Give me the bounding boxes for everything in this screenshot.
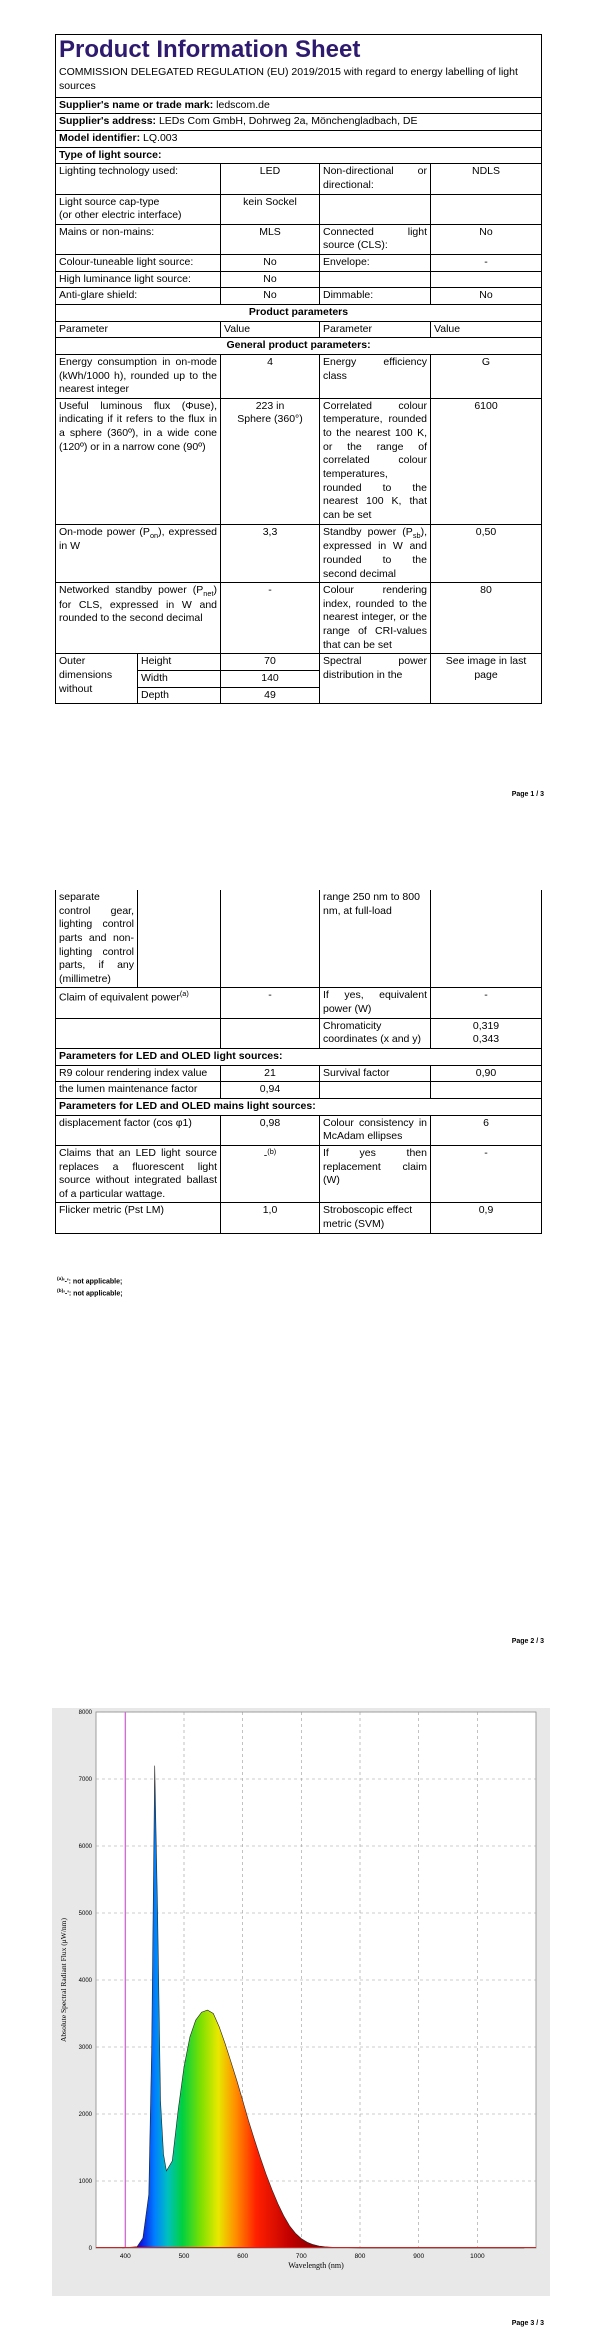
empty-cell: [56, 1018, 221, 1048]
standby-power-subscript: sb: [412, 530, 421, 540]
x-tick-label: 400: [119, 2253, 131, 2260]
onmode-power-label-part: ), expressed in W: [59, 525, 217, 553]
empty-cell: [221, 1018, 320, 1048]
colour-consistency-label: Colour consistency in McAdam ellipses: [320, 1115, 431, 1145]
supplier-name-row: [56, 97, 542, 114]
cls-label: Connected light source (CLS):: [320, 224, 431, 254]
mains-value: MLS: [221, 224, 320, 254]
width-label: Width: [138, 671, 221, 688]
energy-consumption-label: Energy consumption in on-mode (kWh/1000 h), rounded up to the nearest integer: [56, 354, 221, 398]
survival-factor-label: Survival factor: [320, 1065, 431, 1082]
led-mains-parameters-header: Parameters for LED and OLED mains light sources:: [56, 1098, 542, 1115]
cri-label: Colour rendering index, rounded to the nearest integer, or the range of CRI-values that can be set: [320, 583, 431, 654]
y-tick-label: 5000: [78, 1911, 92, 1917]
supplier-name-value: ledscom.de: [216, 98, 270, 111]
high-luminance-label: High luminance light source:: [56, 271, 221, 288]
cap-type-label: [56, 194, 221, 224]
y-tick-label: 1000: [78, 2179, 92, 2185]
x-tick-label: 900: [413, 2253, 425, 2260]
cct-label: Correlated colour temperature, rounded to the nearest 100 K, or the range of correlated colour temperatures, rounded to the nearest 100 K, that can be set: [320, 398, 431, 524]
lumen-maintenance-value: 0,94: [221, 1082, 320, 1099]
dimmable-label: Dimmable:: [320, 288, 431, 305]
colour-tuneable-value: No: [221, 255, 320, 272]
page-number: Page 1 / 3: [511, 791, 544, 798]
width-value: 140: [221, 671, 320, 688]
flicker-metric-value: 1,0: [221, 1203, 320, 1233]
model-label: Model identifier:: [59, 131, 141, 144]
product-parameters-header: Product parameters: [56, 305, 542, 322]
footnote-b-text: '-': not applicable;: [63, 1289, 123, 1297]
standby-power-label: [320, 524, 431, 583]
dimmable-value: No: [431, 288, 542, 305]
cap-type-value: kein Sockel: [221, 194, 320, 224]
product-info-table-page-1: [55, 34, 542, 704]
y-tick-label: 3000: [78, 2045, 92, 2051]
model-row: [56, 130, 542, 147]
onmode-power-label: [56, 524, 221, 583]
empty-cell: [221, 890, 320, 988]
product-info-table-page-2: [55, 890, 542, 1234]
empty-cell: [431, 271, 542, 288]
empty-cell: [320, 1082, 431, 1099]
y-tick-label: 8000: [78, 1710, 92, 1716]
depth-label: Depth: [138, 687, 221, 704]
cct-value: 6100: [431, 398, 542, 524]
r9-value: 21: [221, 1065, 320, 1082]
antiglare-value: No: [221, 288, 320, 305]
envelope-label: Envelope:: [320, 255, 431, 272]
networked-standby-subscript: net: [203, 589, 214, 599]
y-tick-label: 6000: [78, 1844, 92, 1850]
equivalent-power-value: -: [221, 988, 320, 1018]
chromaticity-x: 0,319: [472, 1019, 500, 1032]
envelope-value: -: [431, 255, 542, 272]
page-number: Page 2 / 3: [511, 1638, 544, 1645]
empty-cell: [431, 1082, 542, 1099]
luminous-flux-label: Useful luminous flux (Φuse), indicating if it refers to the flux in a sphere (360º), in a wide cone (120º) or in a narrow cone (90º): [56, 398, 221, 524]
fluorescent-claim-footnote-mark: (b): [267, 1146, 277, 1156]
r9-label: R9 colour rendering index value: [56, 1065, 221, 1082]
empty-cell: [138, 890, 221, 988]
spectral-distribution-label: Spectral power distribution in the: [320, 654, 431, 704]
outer-dimensions-label-cont: separate control gear, lighting control parts and non-lighting control parts, if any (millimetre): [56, 890, 138, 988]
supplier-address-label: Supplier's address:: [59, 115, 157, 128]
empty-cell: [320, 271, 431, 288]
header-cell: [56, 35, 542, 98]
column-header-parameter: Parameter: [56, 321, 221, 338]
fluorescent-claim-value: [221, 1145, 320, 1203]
page-1: [0, 0, 590, 800]
chromaticity-value: [431, 1018, 542, 1048]
outer-dimensions-label: Outer dimensions without: [56, 654, 138, 704]
led-oled-parameters-header: Parameters for LED and OLED light sources:: [56, 1049, 542, 1066]
page-title: Product Information Sheet: [59, 36, 361, 63]
high-luminance-value: No: [221, 271, 320, 288]
lighting-tech-value: LED: [221, 164, 320, 194]
height-label: Height: [138, 654, 221, 671]
x-tick-label: 1000: [470, 2253, 485, 2260]
column-header-value: Value: [221, 321, 320, 338]
displacement-factor-value: 0,98: [221, 1115, 320, 1145]
footnote-b-mark: (b): [57, 1288, 64, 1294]
y-axis-label: Absolute Spectral Radiant Flux (μW/nm): [59, 1918, 68, 2042]
spectral-distribution-chart: [0, 1700, 590, 2300]
empty-cell: [320, 194, 431, 224]
energy-consumption-value: 4: [221, 354, 320, 398]
page-2: [0, 878, 590, 1645]
supplier-address-value: LEDs Com GmbH, Dohrweg 2a, Mönchengladbach, DE: [158, 115, 418, 128]
page-3: [0, 1700, 590, 2334]
y-tick-label: 7000: [78, 1777, 92, 1783]
x-axis-label: Wavelength (nm): [288, 2261, 344, 2270]
depth-value: 49: [221, 687, 320, 704]
column-header-value-2: Value: [431, 321, 542, 338]
stroboscopic-metric-label: Stroboscopic effect metric (SVM): [320, 1203, 431, 1233]
equivalent-power-yes-value: -: [431, 988, 542, 1018]
standby-power-value: 0,50: [431, 524, 542, 583]
onmode-power-subscript: on: [149, 530, 159, 540]
lighting-tech-label: Lighting technology used:: [56, 164, 221, 194]
survival-factor-value: 0,90: [431, 1065, 542, 1082]
footnotes: [57, 1276, 123, 1299]
page-number: Page 3 / 3: [511, 2320, 544, 2327]
replacement-claim-value: -: [431, 1145, 542, 1203]
x-tick-label: 700: [295, 2253, 307, 2260]
standby-power-label-part: Standby power (P: [323, 525, 413, 538]
supplier-address-row: [56, 114, 542, 131]
x-tick-label: 800: [354, 2253, 366, 2260]
nondirectional-label: Non-directional or directional:: [320, 164, 431, 194]
luminous-flux-value: [221, 398, 320, 524]
efficiency-class-value: G: [431, 354, 542, 398]
cls-value: No: [431, 224, 542, 254]
networked-standby-value: -: [221, 583, 320, 654]
column-header-parameter-2: Parameter: [320, 321, 431, 338]
onmode-power-value: 3,3: [221, 524, 320, 583]
colour-consistency-value: 6: [431, 1115, 542, 1145]
footnote-a-mark: (a): [57, 1277, 63, 1282]
lumen-maintenance-label: the lumen maintenance factor: [56, 1082, 221, 1099]
chromaticity-label: Chromaticity coordinates (x and y): [320, 1018, 431, 1048]
onmode-power-label-part: On-mode power (P: [59, 525, 150, 538]
model-value: LQ.003: [143, 131, 178, 144]
flicker-metric-label: Flicker metric (Pst LM): [56, 1203, 221, 1233]
footnote-b: [57, 1288, 123, 1300]
displacement-factor-label: displacement factor (cos φ1): [56, 1115, 221, 1145]
footnote-a: [57, 1276, 123, 1288]
y-tick-label: 0: [88, 2246, 92, 2252]
height-value: 70: [221, 654, 320, 671]
luminous-flux-value-line-2: Sphere (360°): [237, 413, 303, 426]
spectral-distribution-label-cont: range 250 nm to 800 nm, at full-load: [320, 890, 431, 988]
networked-standby-label: [56, 583, 221, 654]
mains-label: Mains or non-mains:: [56, 224, 221, 254]
footnote-a-text: '-': not applicable;: [62, 1278, 123, 1286]
networked-standby-label-part: Networked standby power (P: [59, 584, 204, 597]
equivalent-power-label-text: Claim of equivalent power: [59, 991, 180, 1004]
equivalent-power-label: [56, 988, 221, 1018]
efficiency-class-label: Energy efficiency class: [320, 354, 431, 398]
chromaticity-y: 0,343: [472, 1033, 500, 1046]
equivalent-power-footnote-mark: (a): [179, 989, 189, 999]
antiglare-label: Anti-glare shield:: [56, 288, 221, 305]
empty-cell: [431, 194, 542, 224]
x-tick-label: 600: [237, 2253, 249, 2260]
cap-type-label-line-1: Light source cap-type: [59, 195, 160, 208]
supplier-name-label: Supplier's name or trade mark:: [59, 98, 214, 111]
cap-type-label-line-2: (or other electric interface): [59, 209, 182, 222]
y-tick-label: 2000: [78, 2112, 92, 2118]
fluorescent-claim-label: Claims that an LED light source replaces a fluorescent light source without integrated ballast of a particular wattage.: [56, 1145, 221, 1203]
empty-cell: [431, 890, 542, 988]
nondirectional-value: NDLS: [431, 164, 542, 194]
general-parameters-header: General product parameters:: [56, 338, 542, 355]
standby-power-label-part: ), expressed in W and rounded to the second decimal: [323, 525, 427, 580]
x-tick-label: 500: [178, 2253, 190, 2260]
y-tick-label: 4000: [78, 1978, 92, 1984]
regulation-text: COMMISSION DELEGATED REGULATION (EU) 2019/2015 with regard to energy labelling of light sources: [59, 66, 518, 93]
stroboscopic-metric-value: 0,9: [431, 1203, 542, 1233]
luminous-flux-value-line-1: 223 in: [255, 399, 285, 412]
cri-value: 80: [431, 583, 542, 654]
colour-tuneable-label: Colour-tuneable light source:: [56, 255, 221, 272]
replacement-claim-label: If yes then replacement claim (W): [320, 1145, 431, 1203]
networked-standby-label-part: ) for CLS, expressed in W and rounded to the second decimal: [59, 584, 217, 625]
equivalent-power-yes-label: If yes, equivalent power (W): [320, 988, 431, 1018]
spectral-distribution-value: See image in last page: [431, 654, 542, 704]
type-of-light-source-header: Type of light source:: [56, 147, 542, 164]
fluorescent-claim-value-text: -: [263, 1149, 268, 1162]
